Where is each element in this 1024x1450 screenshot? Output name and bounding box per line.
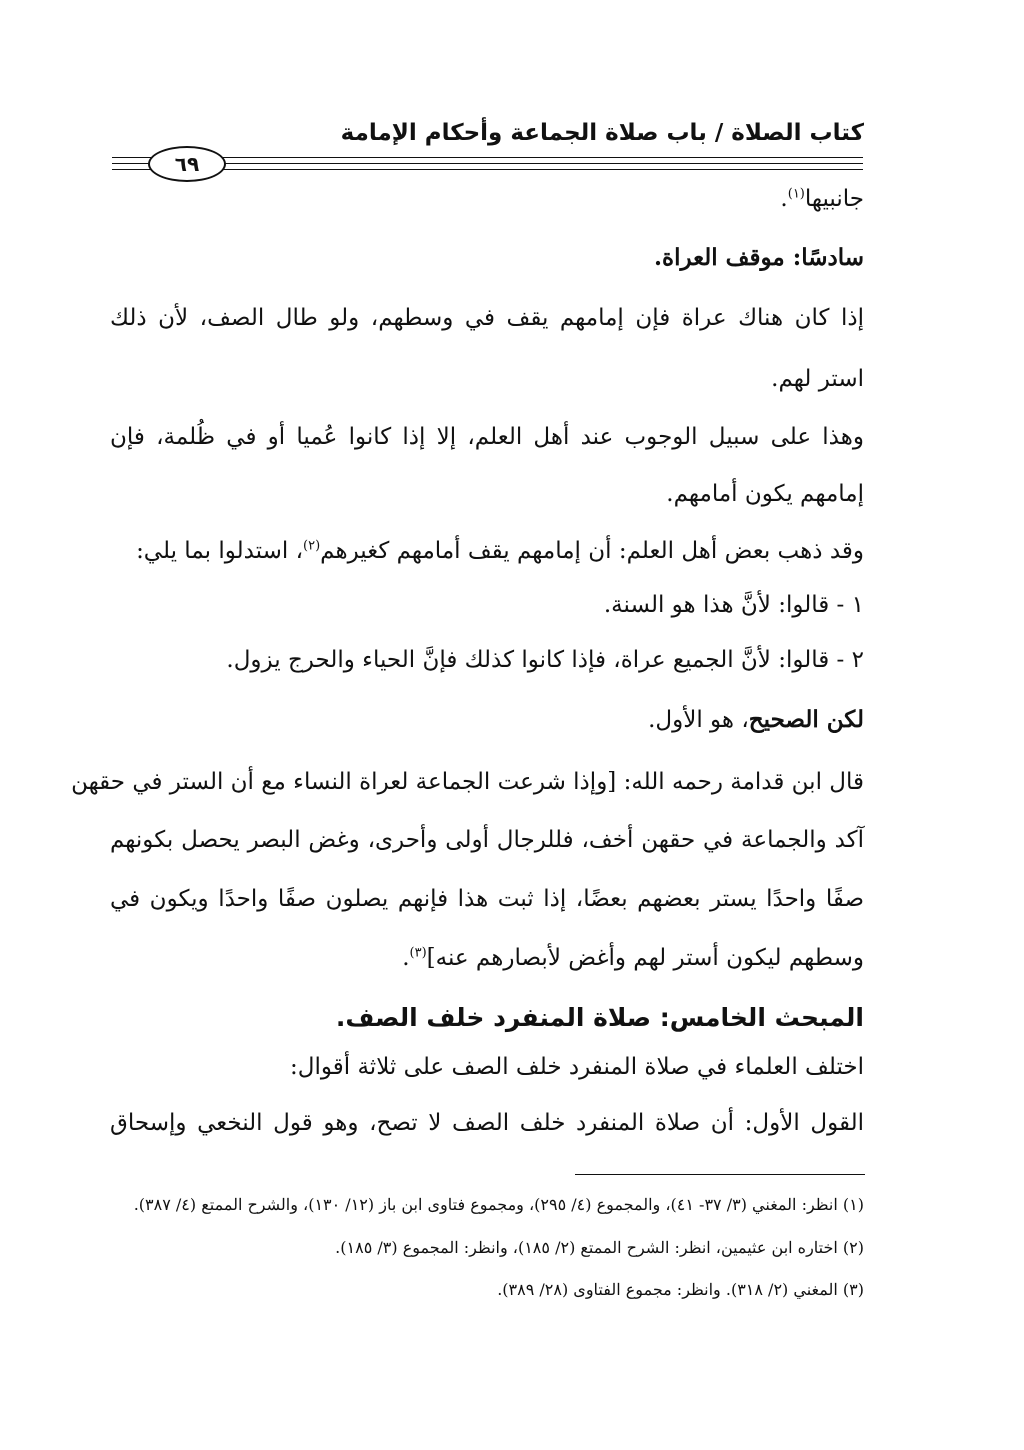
footnote-separator — [575, 1174, 865, 1175]
list-item: ٢ - قالوا: لأنَّ الجميع عراة، فإذا كانوا كذلك فإنَّ الحياء والحرج يزول. — [226, 647, 864, 673]
quote-line: صفًا واحدًا يستر بعضهم بعضًا، إذا ثبت هذا فإنهم يصلون صفًا واحدًا ويكون في — [110, 886, 864, 912]
footnote-ref: (٢) — [303, 538, 321, 554]
line-text: جانبيها — [804, 186, 864, 212]
footnote-ref: (١) — [787, 186, 805, 202]
body-line: اختلف العلماء في صلاة المنفرد خلف الصف على ثلاثة أقوال: — [290, 1054, 864, 1080]
body-line: القول الأول: أن صلاة المنفرد خلف الصف لا تصح، وهو قول النخعي وإسحاق — [110, 1110, 864, 1136]
footnote: (٢) اختاره ابن عثيمين، انظر: الشرح الممتع (٢/ ١٨٥)، وانظر: المجموع (٣/ ١٨٥). — [335, 1238, 864, 1257]
list-item: ١ - قالوا: لأنَّ هذا هو السنة. — [603, 592, 864, 618]
line-end: . — [402, 945, 410, 971]
body-line: استر لهم. — [771, 366, 864, 392]
body-line — [136, 538, 864, 566]
page-number-text: ٦٩ — [174, 152, 200, 176]
line-text: وقد ذهب بعض أهل العلم: أن إمامهم يقف أمامهم كغيرهم — [320, 538, 864, 564]
running-title: كتاب الصلاة / باب صلاة الجماعة وأحكام الإمامة — [340, 120, 864, 146]
footnote: (٣) المغني (٢/ ٣١٨). وانظر: مجموع الفتاوى (٢٨/ ٣٨٩). — [497, 1280, 864, 1299]
footnote-ref: (٣) — [409, 945, 427, 961]
quote-line — [402, 945, 864, 973]
page-number — [148, 146, 226, 182]
line-text: ، هو الأول. — [648, 707, 749, 733]
quote-line: قال ابن قدامة رحمه الله: [وإذا شرعت الجماعة لعراة النساء مع أن الستر في حقهن — [71, 769, 864, 795]
line-text: ، استدلوا بما يلي: — [136, 538, 304, 564]
emphasis-text: لكن الصحيح — [748, 706, 864, 733]
section-title: سادسًا: موقف العراة. — [654, 244, 864, 271]
header-rule-right — [220, 169, 863, 170]
body-line — [648, 706, 864, 735]
line-end: . — [780, 186, 788, 212]
footnote: (١) انظر: المغني (٣/ ٣٧- ٤١)، والمجموع (٤/ ٢٩٥)، ومجموع فتاوى ابن باز (١٢/ ١٣٠)، والشرح الممتع (٤/ ٣٨٧). — [133, 1195, 864, 1214]
chapter-heading: المبحث الخامس: صلاة المنفرد خلف الصف. — [335, 1003, 864, 1032]
header-rule-right — [220, 163, 863, 164]
body-line: وهذا على سبيل الوجوب عند أهل العلم، إلا إذا كانوا عُميا أو في ظُلمة، فإن — [110, 424, 864, 450]
body-line: إذا كان هناك عراة فإن إمامهم يقف في وسطهم، ولو طال الصف، لأن ذلك — [110, 305, 864, 331]
body-line: إمامهم يكون أمامهم. — [666, 481, 864, 507]
quote-line: آكد والجماعة في حقهن أخف، فللرجال أولى وأحرى، وغض البصر يحصل بكونهم — [110, 827, 864, 853]
body-line — [780, 186, 864, 214]
line-text: وسطهم ليكون أستر لهم وأغض لأبصارهم عنه] — [426, 945, 864, 971]
header-rule-right — [220, 157, 863, 158]
